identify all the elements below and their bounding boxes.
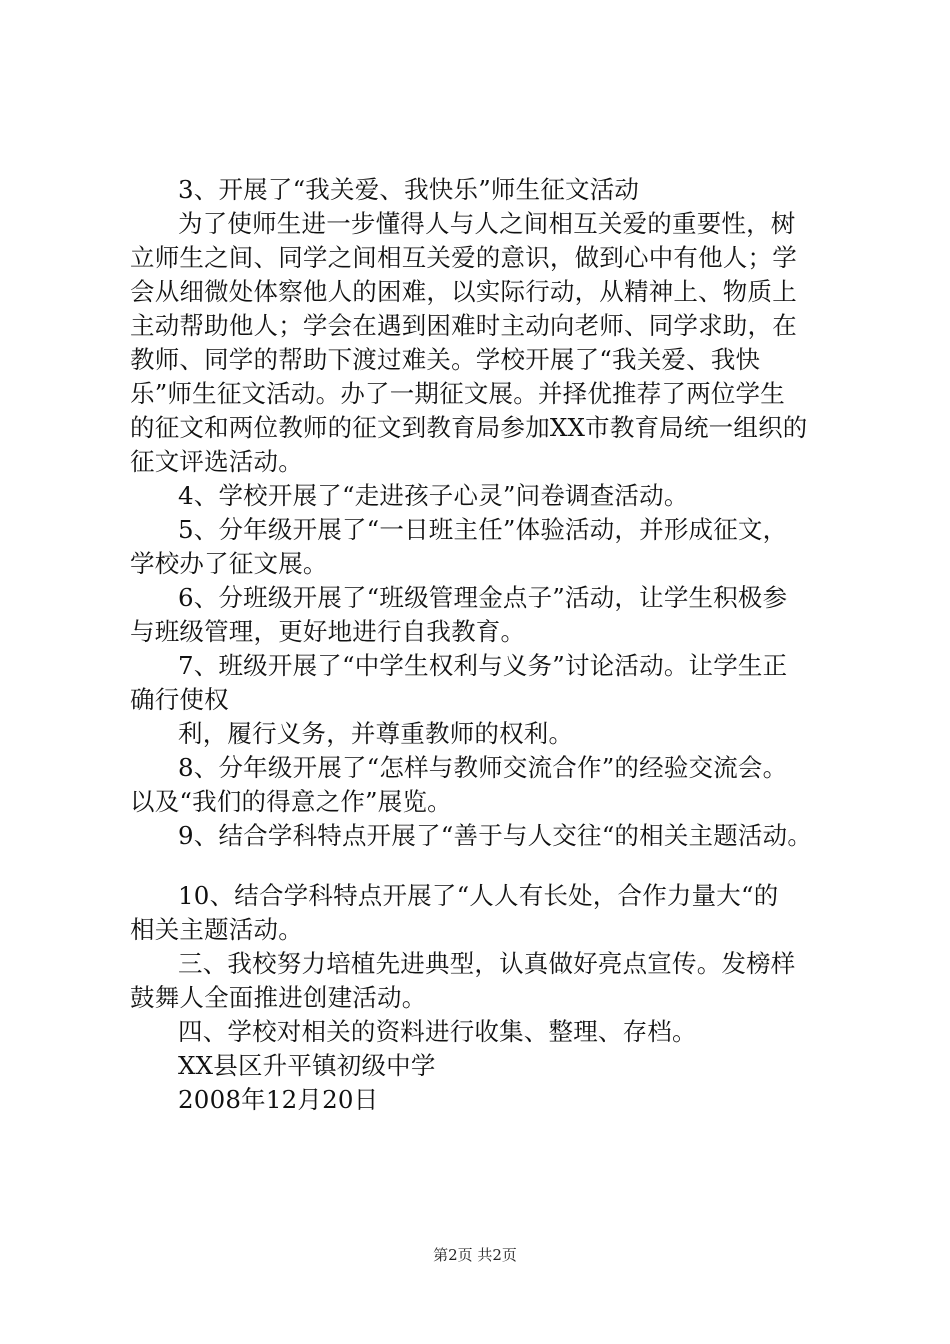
paragraph-line: 主动帮助他人；学会在遇到困难时主动向老师、同学求助，在 xyxy=(130,311,797,340)
list-item-6: 6、分班级开展了“班级管理金点子”活动，让学生积极参 xyxy=(178,583,788,612)
paragraph-line: 为了使师生进一步懂得人与人之间相互关爱的重要性，树 xyxy=(178,209,796,238)
signature-date: 2008年12月20日 xyxy=(178,1085,379,1114)
list-item-10: 10、结合学科特点开展了“人人有长处，合作力量大“的 xyxy=(178,881,779,910)
paragraph-line: 利，履行义务，并尊重教师的权利。 xyxy=(178,719,574,748)
page-number-footer: 第2页 共2页 xyxy=(433,1246,517,1264)
signature-school: XX县区升平镇初级中学 xyxy=(178,1051,436,1080)
paragraph-line: 教师、同学的帮助下渡过难关。学校开展了“我关爱、我快 xyxy=(130,345,761,374)
paragraph-line: 以及“我们的得意之作”展览。 xyxy=(130,787,452,816)
paragraph-line: 学校办了征文展。 xyxy=(130,549,328,578)
paragraph-line: 征文评选活动。 xyxy=(130,447,303,476)
heading-item-3: 3、开展了“我关爱、我快乐”师生征文活动 xyxy=(178,175,640,204)
section-four: 四、学校对相关的资料进行收集、整理、存档。 xyxy=(178,1017,697,1046)
paragraph-line: 乐”师生征文活动。办了一期征文展。并择优推荐了两位学生 xyxy=(130,379,785,408)
list-item-9: 9、结合学科特点开展了“善于与人交往“的相关主题活动。 xyxy=(178,821,813,850)
paragraph-line: 相关主题活动。 xyxy=(130,915,303,944)
paragraph-line: 与班级管理，更好地进行自我教育。 xyxy=(130,617,526,646)
list-item-5: 5、分年级开展了“一日班主任”体验活动，并形成征文， xyxy=(178,515,788,544)
paragraph-line: 立师生之间、同学之间相互关爱的意识，做到心中有他人；学 xyxy=(130,243,797,272)
paragraph-line: 的征文和两位教师的征文到教育局参加XX市教育局统一组织的 xyxy=(130,413,808,442)
list-item-4: 4、学校开展了“走进孩子心灵”问卷调查活动。 xyxy=(178,481,689,510)
list-item-8: 8、分年级开展了“怎样与教师交流合作”的经验交流会。 xyxy=(178,753,788,782)
section-three: 三、我校努力培植先进典型，认真做好亮点宣传。发榜样 xyxy=(178,949,796,978)
paragraph-line: 会从细微处体察他人的困难，以实际行动，从精神上、物质上 xyxy=(130,277,797,306)
paragraph-line: 鼓舞人全面推进创建活动。 xyxy=(130,983,427,1012)
list-item-7: 7、班级开展了“中学生权利与义务”讨论活动。让学生正 xyxy=(178,651,788,680)
paragraph-line: 确行使权 xyxy=(130,685,229,714)
